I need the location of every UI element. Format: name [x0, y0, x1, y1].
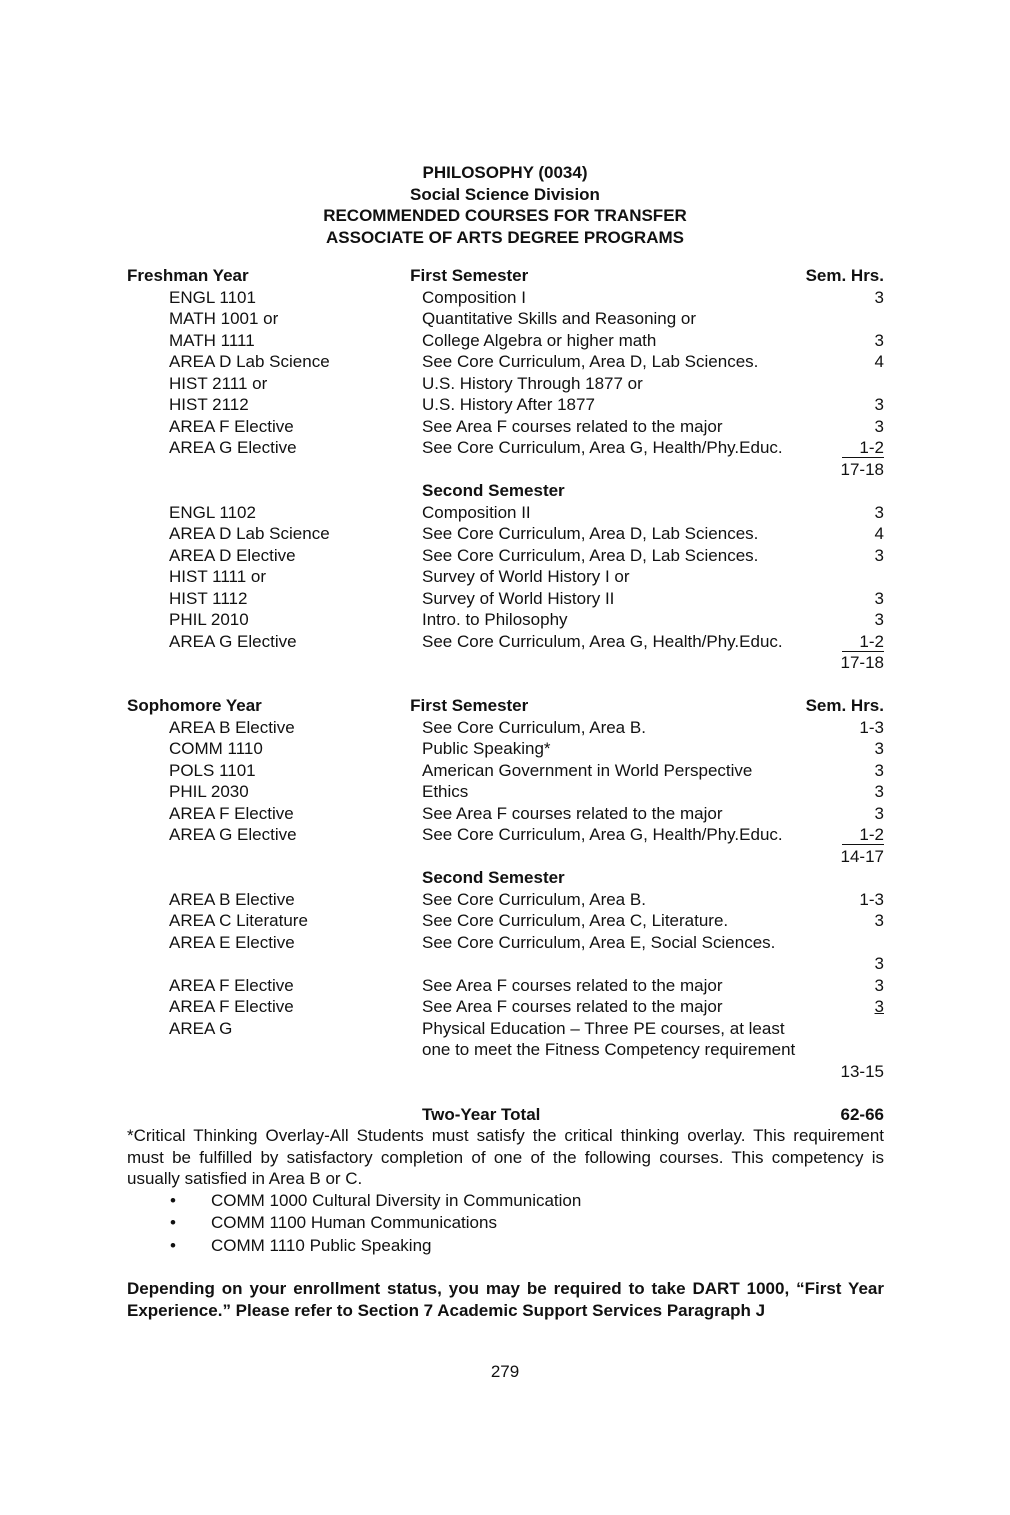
- course-hours: 3: [874, 545, 884, 565]
- course-title: See Area F courses related to the major: [422, 997, 723, 1016]
- course-row: [127, 910, 884, 932]
- list-item-text: COMM 1110 Public Speaking: [211, 1235, 432, 1255]
- list-item-text: COMM 1100 Human Communications: [211, 1213, 497, 1232]
- course-hours: 1-3: [859, 717, 884, 737]
- course-hours: 3: [874, 395, 884, 414]
- sophomore-second-total: 13-15: [840, 1061, 884, 1081]
- course-title: American Government in World Perspective: [422, 760, 753, 780]
- course-hours-value: 1-2: [842, 438, 884, 458]
- sophomore-second-total-row: [127, 1061, 884, 1083]
- list-item: [127, 1190, 884, 1213]
- course-title: See Core Curriculum, Area E, Social Sciences.: [422, 932, 776, 952]
- course-title: See Core Curriculum, Area G, Health/Phy.Educ.: [422, 438, 783, 457]
- course-title: Survey of World History II: [422, 588, 615, 608]
- course-code: MATH 1111: [169, 330, 255, 350]
- course-title: See Core Curriculum, Area G, Health/Phy.Educ.: [422, 825, 783, 844]
- course-title: Physical Education – Three PE courses, at least: [422, 1018, 785, 1038]
- critical-thinking-note: *Critical Thinking Overlay-All Students must satisfy the critical thinking overlay. This requirement must be fulfilled by satisfactory completion of one of the following courses. This competency is usually satisfied in Area B or C.: [127, 1126, 884, 1188]
- course-hours: 3: [874, 610, 884, 629]
- document-header: [0, 162, 1010, 248]
- sophomore-first-total-row: [127, 846, 884, 868]
- course-hours: 3: [874, 416, 884, 436]
- bullet-icon: •: [170, 1190, 176, 1210]
- course-hours: [834, 437, 884, 459]
- sophomore-second-semester-courses: [127, 889, 884, 1061]
- freshman-first-total-row: [127, 459, 884, 481]
- course-hours: 3: [874, 502, 884, 522]
- course-hours: 3: [874, 782, 884, 801]
- course-hours-value: 1-2: [842, 825, 884, 845]
- course-code: AREA F Elective: [169, 997, 294, 1016]
- course-title: See Core Curriculum, Area D, Lab Sciences.: [422, 524, 759, 543]
- sophomore-first-semester-courses: [127, 717, 884, 846]
- course-hours: [834, 1018, 884, 1040]
- course-row: [127, 953, 884, 975]
- course-row: [127, 996, 884, 1018]
- course-row: [127, 889, 884, 911]
- course-code: AREA G Elective: [169, 631, 297, 651]
- course-title: one to meet the Fitness Competency requirement: [422, 1040, 796, 1059]
- sophomore-second-heading-row: [127, 867, 884, 889]
- course-hours: 1-3: [859, 889, 884, 909]
- page-number: 279: [490, 1362, 520, 1381]
- freshman-second-semester-courses: [127, 502, 884, 653]
- course-title: See Core Curriculum, Area B.: [422, 717, 646, 737]
- course-title: [422, 953, 834, 975]
- freshman-year-label: Freshman Year: [127, 266, 249, 285]
- course-code: AREA G Elective: [169, 438, 297, 457]
- course-title: Ethics: [422, 782, 469, 801]
- course-code: POLS 1101: [169, 760, 256, 780]
- course-code: PHIL 2030: [169, 782, 249, 801]
- sophomore-hours-label: Sem. Hrs.: [805, 696, 884, 715]
- course-code: AREA B Elective: [169, 717, 295, 737]
- freshman-second-heading-row: [127, 480, 884, 502]
- course-hours: [834, 566, 884, 588]
- freshman-second-total-row: [127, 652, 884, 674]
- list-item: [127, 1212, 884, 1235]
- course-hours: 3: [874, 588, 884, 608]
- course-title: Quantitative Skills and Reasoning or: [422, 309, 697, 328]
- course-hours: [834, 373, 884, 395]
- degree-title: ASSOCIATE OF ARTS DEGREE PROGRAMS: [326, 227, 684, 247]
- course-code: PHIL 2010: [169, 610, 249, 629]
- course-code: AREA F Elective: [169, 975, 294, 995]
- course-code: HIST 1112: [169, 588, 248, 608]
- course-hours: [834, 308, 884, 330]
- course-row: [127, 502, 884, 524]
- freshman-heading-row: [127, 265, 884, 287]
- course-row: [127, 416, 884, 438]
- course-hours: 3: [874, 760, 884, 780]
- course-title: U.S. History After 1877: [422, 395, 595, 414]
- course-row: [127, 1018, 884, 1040]
- course-hours: 3: [874, 954, 884, 973]
- freshman-first-total: 17-18: [840, 459, 884, 479]
- course-title: Composition I: [422, 287, 526, 307]
- course-hours: 4: [874, 524, 884, 543]
- course-row: [127, 287, 884, 309]
- course-hours: [834, 932, 884, 954]
- course-row: [127, 373, 884, 395]
- course-row: [127, 781, 884, 803]
- course-code: AREA B Elective: [169, 889, 295, 909]
- course-code: ENGL 1101: [169, 287, 256, 307]
- course-hours: 3: [874, 803, 884, 823]
- course-row: [127, 760, 884, 782]
- two-year-total-label: Two-Year Total: [422, 1104, 541, 1124]
- course-code: AREA D Elective: [169, 545, 296, 565]
- course-row: [127, 523, 884, 545]
- course-hours: 3: [874, 975, 884, 995]
- course-code: HIST 2112: [169, 395, 249, 414]
- sophomore-year-label: Sophomore Year: [127, 696, 262, 715]
- program-title: PHILOSOPHY (0034): [422, 163, 588, 182]
- critical-thinking-course-list: [127, 1190, 884, 1258]
- course-title: College Algebra or higher math: [422, 330, 657, 350]
- course-row: [127, 631, 884, 653]
- course-title: See Area F courses related to the major: [422, 803, 723, 823]
- course-code: AREA F Elective: [169, 416, 294, 436]
- course-code: AREA E Elective: [169, 932, 295, 952]
- course-title: Composition II: [422, 502, 531, 522]
- freshman-hours-label: Sem. Hrs.: [805, 266, 884, 285]
- sophomore-first-semester-label: First Semester: [410, 696, 529, 715]
- course-title: See Core Curriculum, Area C, Literature.: [422, 911, 729, 930]
- course-code: HIST 2111 or: [169, 373, 268, 393]
- course-code: ENGL 1102: [169, 502, 256, 522]
- course-row: [127, 717, 884, 739]
- course-row: [127, 330, 884, 352]
- course-title: U.S. History Through 1877 or: [422, 373, 643, 393]
- course-hours: [834, 996, 884, 1018]
- course-code: AREA G Elective: [169, 825, 297, 844]
- course-hours: 3: [874, 287, 884, 307]
- freshman-second-semester-label: Second Semester: [422, 481, 565, 500]
- course-row: [127, 566, 884, 588]
- course-code: [127, 953, 422, 975]
- course-title: See Core Curriculum, Area G, Health/Phy.Educ.: [422, 631, 783, 651]
- course-hours: 3: [874, 330, 884, 350]
- list-item: [127, 1235, 884, 1258]
- course-row: [127, 351, 884, 373]
- course-code: AREA C Literature: [169, 911, 308, 930]
- course-row: [127, 932, 884, 954]
- course-row: [127, 545, 884, 567]
- course-row: [127, 394, 884, 416]
- course-code: COMM 1110: [169, 739, 263, 758]
- course-hours: 4: [874, 352, 884, 371]
- course-row: [127, 1039, 884, 1061]
- course-code: AREA D Lab Science: [169, 352, 330, 371]
- course-code: MATH 1001 or: [169, 309, 279, 328]
- course-hours: 3: [874, 739, 884, 758]
- course-hours-value: 1-2: [842, 632, 884, 652]
- course-row: [127, 437, 884, 459]
- course-title: See Core Curriculum, Area D, Lab Sciences.: [422, 352, 759, 371]
- course-row: [127, 738, 884, 760]
- course-hours-value: 3: [874, 997, 884, 1016]
- course-row: [127, 975, 884, 997]
- freshman-first-semester-courses: [127, 287, 884, 459]
- two-year-total-value: 62-66: [840, 1104, 884, 1124]
- freshman-first-semester-label: First Semester: [410, 266, 529, 285]
- bullet-icon: •: [170, 1213, 176, 1232]
- sophomore-first-total: 14-17: [840, 846, 884, 866]
- bullet-icon: •: [170, 1235, 176, 1255]
- course-row: [127, 609, 884, 631]
- course-title: See Area F courses related to the major: [422, 416, 723, 436]
- course-plan: [127, 265, 884, 1321]
- freshman-second-total: 17-18: [840, 653, 884, 672]
- list-item-text: COMM 1000 Cultural Diversity in Communication: [211, 1190, 582, 1210]
- course-code: AREA D Lab Science: [169, 524, 330, 543]
- two-year-total-row: [127, 1104, 884, 1126]
- sophomore-heading-row: [127, 695, 884, 717]
- course-title: Intro. to Philosophy: [422, 610, 568, 629]
- course-row: [127, 308, 884, 330]
- course-title: See Core Curriculum, Area D, Lab Sciences.: [422, 545, 759, 565]
- course-hours: [834, 1039, 884, 1061]
- course-hours: [834, 824, 884, 846]
- course-row: [127, 803, 884, 825]
- course-hours: 3: [874, 911, 884, 930]
- course-title: Survey of World History I or: [422, 567, 630, 586]
- course-title: See Core Curriculum, Area B.: [422, 889, 646, 909]
- course-code: HIST 1111 or: [169, 567, 267, 586]
- course-code: AREA G: [169, 1018, 233, 1038]
- course-title: See Area F courses related to the major: [422, 975, 723, 995]
- course-hours: [834, 631, 884, 653]
- course-code: [127, 1039, 422, 1061]
- course-row: [127, 824, 884, 846]
- sophomore-second-semester-label: Second Semester: [422, 868, 565, 887]
- course-title: Public Speaking*: [422, 739, 551, 758]
- course-code: AREA F Elective: [169, 803, 294, 823]
- course-row: [127, 588, 884, 610]
- enrollment-status-notice: Depending on your enrollment status, you may be required to take DART 1000, “First Year Experience.” Please refer to Section 7 Academic Support Services Paragraph J: [127, 1279, 884, 1320]
- recommended-title: RECOMMENDED COURSES FOR TRANSFER: [323, 206, 687, 225]
- division-title: Social Science Division: [410, 184, 600, 204]
